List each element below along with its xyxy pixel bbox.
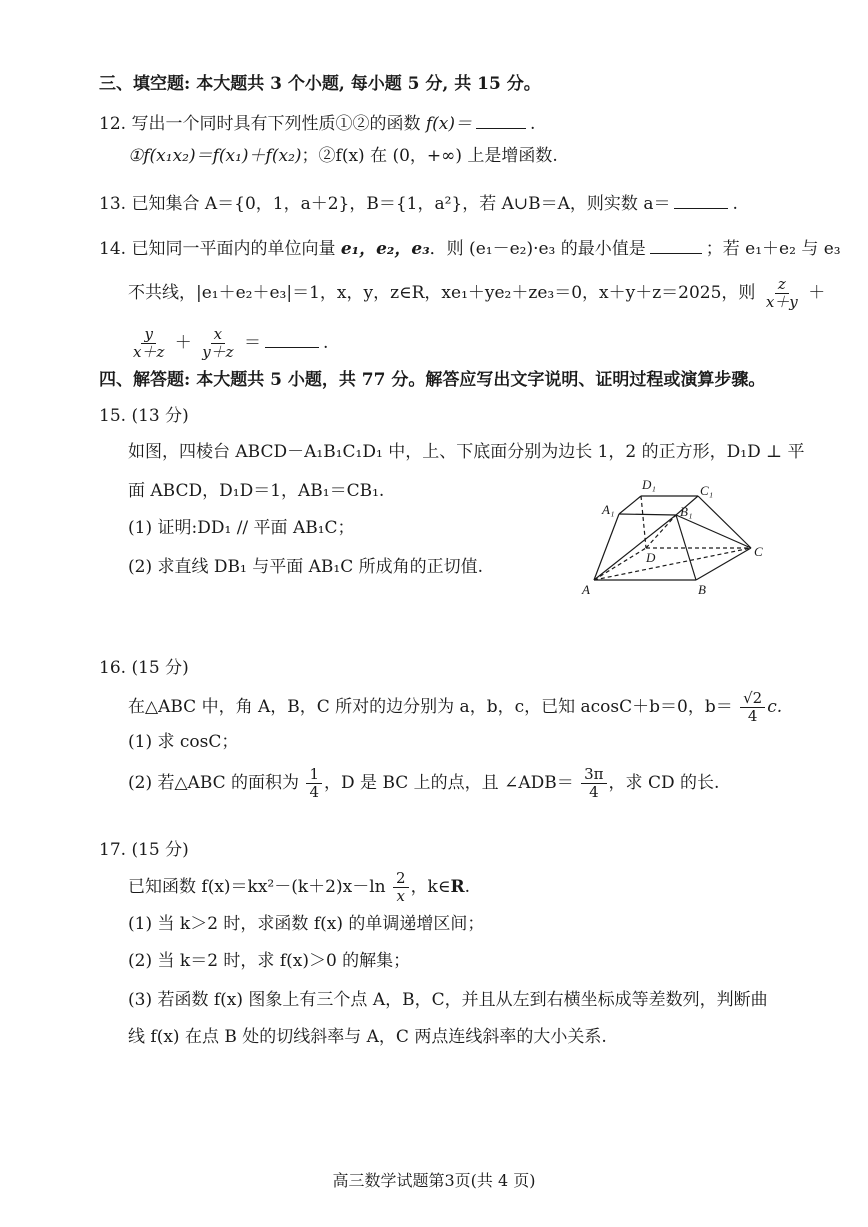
section-three-heading: 三、填空题: 本大题共 3 个小题, 每小题 5 分, 共 15 分。 <box>99 74 541 94</box>
label-C1: C₁ <box>700 483 714 498</box>
period: . <box>322 333 329 353</box>
question-15-part1: (1) 证明:DD₁ // 平面 AB₁C； <box>128 518 355 538</box>
question-text: 已知集合 A＝{0，1，a＋2}，B＝{1，a²}，若 A∪B＝A，则实数 a＝ <box>131 194 671 214</box>
unit-vectors: e₁，e₂，e₃ <box>340 239 430 259</box>
answer-blank <box>674 193 728 209</box>
plus-sign: ＋ <box>808 283 826 303</box>
question-text: 在△ABC 中，角 A，B，C 所对的边分别为 a，b，c，已知 acosC＋b＝0，b＝ <box>128 697 733 717</box>
label-C: C <box>754 544 763 559</box>
question-text: 已知同一平面内的单位向量 <box>131 239 341 259</box>
edge-A1B1 <box>619 514 676 515</box>
period: . <box>464 877 470 897</box>
label-A: A <box>582 582 590 597</box>
question-17-part3-line1: (3) 若函数 f(x) 图象上有三个点 A，B，C，并且从左到右横坐标成等差数列，判断曲 <box>128 990 768 1010</box>
question-14 <box>99 237 841 261</box>
edge-DB1 <box>646 515 676 548</box>
part-text-end: ，求 CD 的长. <box>608 773 720 793</box>
plus-sign: ＋ <box>174 333 192 353</box>
section-four-heading: 四、解答题: 本大题共 5 小题，共 77 分。解答应写出文字说明、证明过程或演算步骤。 <box>99 370 766 390</box>
period: . <box>732 194 738 214</box>
part-text: (2) 若△ABC 的面积为 <box>128 773 300 793</box>
question-17-number: 17. (15 分) <box>99 840 189 860</box>
frustum-figure <box>576 470 776 600</box>
question-16-part1: (1) 求 cosC； <box>128 732 239 752</box>
question-15-line2: 面 ABCD，D₁D＝1，AB₁＝CB₁. <box>128 481 385 501</box>
question-text-end: c. <box>767 697 783 717</box>
page-footer: 高三数学试题第3页(共 4 页) <box>332 1171 536 1190</box>
question-16-number: 16. (15 分) <box>99 658 189 678</box>
fraction-sqrt2-over-4: $\frac{√2}{4}$ <box>740 690 765 725</box>
question-text-continued: ；若 e₁＋e₂ 与 e₃ <box>705 239 841 259</box>
label-A1: A₁ <box>602 502 615 517</box>
question-13 <box>99 192 738 216</box>
question-12-properties <box>128 144 558 168</box>
edge-AD <box>594 548 646 580</box>
question-17-part1: (1) 当 k＞2 时，求函数 f(x) 的单调递增区间； <box>128 914 485 934</box>
question-17-line1 <box>128 870 470 905</box>
label-B1: B₁ <box>680 504 693 519</box>
edge-B1B <box>676 515 696 580</box>
edge-B1C <box>676 515 751 548</box>
question-number: 13. <box>99 194 127 214</box>
label-D1: D₁ <box>642 477 656 492</box>
fraction-z-over-xy: $\frac{z}{x+y}$ <box>765 275 798 311</box>
edge-AC <box>594 548 751 580</box>
question-17-part2: (2) 当 k＝2 时，求 f(x)＞0 的解集； <box>128 951 411 971</box>
question-number: 12. <box>99 114 127 134</box>
function-definition: 已知函数 f(x)＝kx²－(k＋2)x－ln <box>128 877 386 897</box>
answer-blank <box>476 113 526 129</box>
answer-blank-2 <box>265 332 319 348</box>
question-text: 不共线，|e₁＋e₂＋e₃|＝1，x，y，z∈R，xe₁＋ye₂＋ze₃＝0，x＋y＋z＝2025，则 <box>128 283 756 303</box>
fraction-x-over-yz: $\frac{x}{y+z}$ <box>202 325 234 361</box>
separator: ； <box>301 146 319 166</box>
property-two: ②f(x) 在 (0，+∞) 上是增函数. <box>318 146 558 166</box>
edge-BC <box>696 548 751 580</box>
question-text-continued: ．则 (e₁－e₂)·e₃ 的最小值是 <box>429 239 646 259</box>
label-D: D <box>646 550 656 565</box>
answer-blank-1 <box>650 238 702 254</box>
domain-text: ，k∈ <box>410 877 451 897</box>
real-numbers-symbol: R <box>450 877 465 897</box>
question-15-part2: (2) 求直线 DB₁ 与平面 AB₁C 所成角的正切值. <box>128 557 484 577</box>
fraction-one-quarter: $\frac{1}{4}$ <box>306 766 322 801</box>
question-number: 14. <box>99 239 127 259</box>
question-16-line1 <box>128 690 782 725</box>
question-14-line3 <box>128 326 328 361</box>
edge-C1C <box>698 496 751 548</box>
question-16-part2 <box>128 766 719 801</box>
label-B: B <box>698 582 706 597</box>
question-12 <box>99 112 535 136</box>
function-expression: f(x)＝ <box>425 114 473 134</box>
part-text-continued: ，D 是 BC 上的点，且 ∠ADB＝ <box>324 773 574 793</box>
fraction-y-over-xz: $\frac{y}{x+z}$ <box>133 325 165 361</box>
question-15-line1: 如图，四棱台 ABCD－A₁B₁C₁D₁ 中，上、下底面分别为边长 1，2 的正方形，D₁D ⊥ 平 <box>128 442 805 462</box>
fraction-2-over-x: $\frac{2}{x}$ <box>393 870 409 905</box>
question-15-number: 15. (13 分) <box>99 406 189 426</box>
period: . <box>530 114 536 134</box>
question-text: 写出一个同时具有下列性质①②的函数 <box>131 114 421 134</box>
question-14-line2 <box>128 276 825 311</box>
fraction-3pi-over-4: $\frac{3\pi}{4}$ <box>581 766 606 801</box>
equals-sign: ＝ <box>243 333 261 353</box>
property-one: ①f(x₁x₂)＝f(x₁)＋f(x₂) <box>128 146 302 166</box>
edge-A1D1 <box>619 496 641 514</box>
question-17-part3-line2: 线 f(x) 在点 B 处的切线斜率与 A，C 两点连线斜率的大小关系. <box>128 1027 607 1047</box>
